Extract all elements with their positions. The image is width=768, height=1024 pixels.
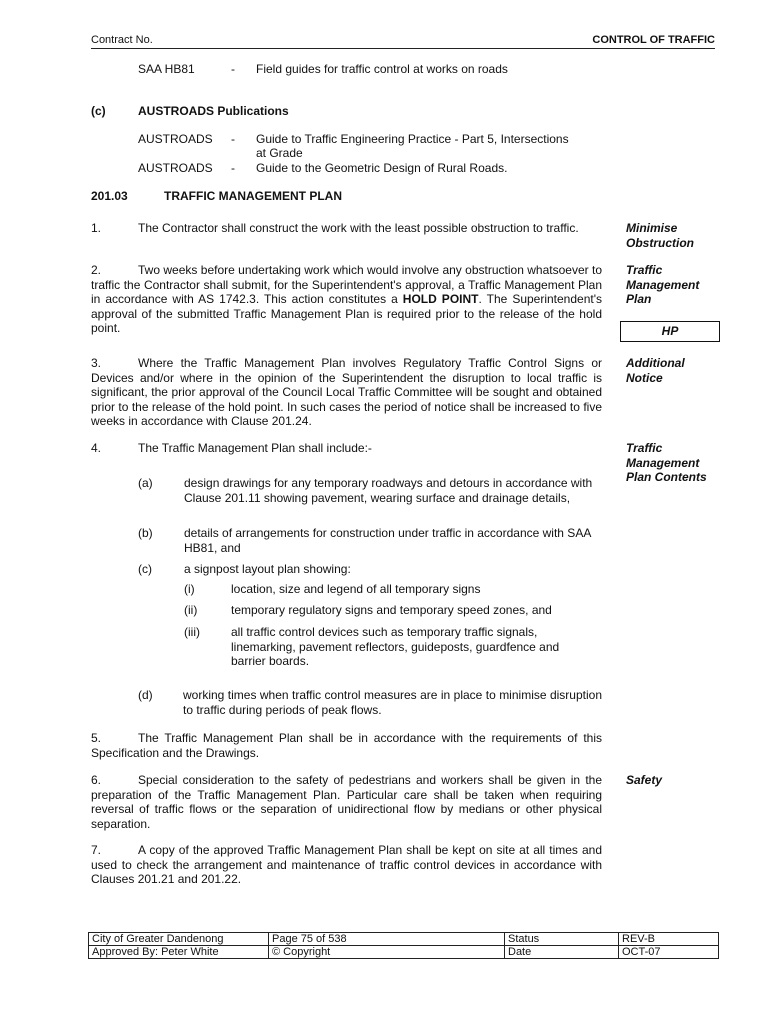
paragraph-2 [91, 263, 602, 336]
ref-code: SAA HB81 [138, 62, 195, 76]
para-text: A copy of the approved Traffic Management Plan shall be kept on site at all times and used to check the arrangement and maintenance of traffic control devices in accordance with Clauses 201.21 and 201.22. [91, 843, 602, 886]
para-number: 7. [91, 843, 102, 857]
section-title: TRAFFIC MANAGEMENT PLAN [164, 189, 342, 203]
footer-cell: City of Greater Dandenong [89, 933, 269, 946]
para-text: Where the Traffic Management Plan involves Regulatory Traffic Control Signs or Devices and/or where in the opinion of the Superintendent the disruption to local traffic is significant, the prior approval of the Council Local Traffic Committee will be sought and obtained prior to the release of the hold point. In such cases the period of notice shall be increased to five weeks in accordance with Clause 201.24. [91, 356, 602, 428]
ref-text: Guide to Traffic Engineering Practice - Part 5, Intersections [256, 132, 569, 146]
margin-note-minimise-obstruction: Minimise Obstruction [626, 221, 694, 250]
margin-note-additional-notice: Additional Notice [626, 356, 685, 385]
list-item: a signpost layout plan showing: [184, 562, 351, 576]
sublist-label: (i) [184, 582, 195, 596]
footer-cell: Approved By: Peter White [89, 946, 269, 959]
hold-point-badge: HP [620, 321, 720, 342]
para-text: The Traffic Management Plan shall include:- [138, 441, 372, 455]
footer-cell: Status [505, 933, 619, 946]
list-label: (c) [138, 562, 152, 576]
footer-cell: REV-B [619, 933, 719, 946]
para-number: 2. [91, 263, 102, 277]
footer-row [89, 946, 719, 959]
footer-row [89, 933, 719, 946]
section-c-label: (c) [91, 104, 106, 118]
paragraph-5 [91, 731, 602, 760]
ref-text: Field guides for traffic control at works on roads [256, 62, 508, 76]
sublist-item: location, size and legend of all temporary signs [231, 582, 481, 596]
contract-no-label: Contract No. [91, 34, 153, 46]
ref-dash: - [231, 62, 235, 76]
para-number: 6. [91, 773, 102, 787]
para-number: 3. [91, 356, 102, 370]
ref-dash: - [231, 161, 235, 175]
para-text: The Traffic Management Plan shall be in accordance with the requirements of this Specification and the Drawings. [91, 731, 602, 760]
ref-code: AUSTROADS [138, 161, 213, 175]
header-title: CONTROL OF TRAFFIC [592, 34, 715, 46]
paragraph-3 [91, 356, 602, 429]
ref-text-cont: at Grade [256, 146, 303, 160]
list-label: (a) [138, 476, 153, 490]
paragraph-7 [91, 843, 602, 887]
list-item: design drawings for any temporary roadways and detours in accordance with Clause 201.11 showing pavement, wearing surface and drainage details, [184, 476, 593, 505]
para-number: 4. [91, 441, 102, 455]
footer-cell: Date [505, 946, 619, 959]
ref-dash: - [231, 132, 235, 146]
paragraph-1 [91, 221, 602, 236]
list-item: working times when traffic control measures are in place to minimise disruption to traffic during periods of peak flows. [183, 688, 602, 717]
para-text-cont: . The Superintendent's approval of the submitted Traffic Management Plan is required prior to the release of the hold point. [91, 292, 603, 335]
ref-code: AUSTROADS [138, 132, 213, 146]
list-label: (d) [138, 688, 153, 702]
para-text: Two weeks before undertaking work which would involve any obstruction whatsoever to traffic the Contractor shall submit, for the Superintendent's approval, a Traffic Management Plan in accordance with AS 1742.3. This action constitutes a [91, 263, 602, 306]
ref-text: Guide to the Geometric Design of Rural Roads. [256, 161, 508, 175]
footer-table [88, 932, 719, 959]
para-text: The Contractor shall construct the work with the least possible obstruction to traffic. [138, 221, 579, 235]
para-number: 1. [91, 221, 102, 235]
margin-note-safety: Safety [626, 773, 663, 787]
list-item: details of arrangements for construction under traffic in accordance with SAA HB81, and [184, 526, 591, 555]
sublist-item: all traffic control devices such as temporary traffic signals, linemarking, pavement reflectors, guideposts, guardfence and barrier boards. [231, 625, 560, 668]
sublist-label: (iii) [184, 625, 200, 639]
sublist-label: (ii) [184, 603, 198, 617]
section-c-title: AUSTROADS Publications [138, 104, 289, 118]
footer-cell: © Copyright [269, 946, 505, 959]
page-header [91, 33, 715, 49]
section-number: 201.03 [91, 189, 128, 203]
paragraph-6 [91, 773, 602, 831]
footer-cell: OCT-07 [619, 946, 719, 959]
margin-note-plan-contents: Traffic Management Plan Contents [626, 441, 707, 484]
list-label: (b) [138, 526, 153, 540]
hold-point: HOLD POINT [402, 292, 479, 306]
para-text: Special consideration to the safety of pedestrians and workers shall be given in the preparation of the Traffic Management Plan. Particular care shall be taken when requiring reversal of traffic flows or the separation of unidirectional flow by medians or other physical separation. [91, 773, 602, 831]
para-number: 5. [91, 731, 102, 745]
sublist-item: temporary regulatory signs and temporary speed zones, and [231, 603, 552, 617]
margin-note-traffic-management-plan: Traffic Management Plan [626, 263, 700, 306]
footer-cell: Page 75 of 538 [269, 933, 505, 946]
